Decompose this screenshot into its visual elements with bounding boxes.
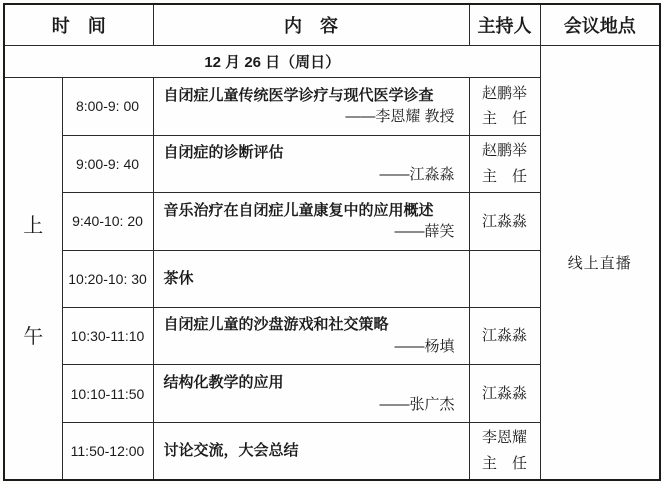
host-name: 赵鹏举	[481, 84, 527, 102]
header-location: 会议地点	[540, 4, 660, 45]
period-cell	[4, 78, 62, 480]
row-time: 10:20-10: 30	[62, 250, 153, 307]
row-content	[153, 365, 469, 422]
speaker-name: ——杨填	[394, 338, 455, 356]
table-header-row	[4, 4, 660, 45]
speaker-name: ——江淼淼	[379, 165, 455, 183]
row-time: 9:00-9: 40	[62, 135, 153, 192]
speaker-name: ——薛笑	[394, 223, 455, 241]
row-host	[469, 193, 540, 250]
header-host: 主持人	[469, 4, 540, 45]
header-time: 时 间	[4, 4, 153, 45]
host-title: 主 任	[481, 110, 527, 128]
session-title: 茶休	[163, 269, 194, 287]
date-label: 12 月 26 日（周日）	[4, 45, 540, 77]
row-time: 10:10-11:50	[62, 365, 153, 422]
header-content: 内 容	[153, 4, 469, 45]
session-title: 讨论交流，大会总结	[163, 442, 299, 460]
session-title: 自闭症儿童的沙盘游戏和社交策略	[163, 316, 389, 334]
row-content	[153, 78, 469, 135]
row-content	[153, 307, 469, 364]
host-title: 主 任	[481, 454, 527, 472]
host-name: 李恩耀	[481, 429, 527, 447]
host-name: 江淼淼	[481, 384, 527, 402]
host-title: 主 任	[481, 167, 527, 185]
host-name: 赵鹏举	[481, 142, 527, 160]
session-title: 自闭症的诊断评估	[163, 144, 284, 162]
session-title: 音乐治疗在自闭症儿童康复中的应用概述	[163, 201, 434, 219]
location-cell	[540, 45, 660, 480]
period-label-top: 上	[23, 214, 44, 237]
host-name: 江淼淼	[481, 327, 527, 345]
session-title: 自闭症儿童传统医学诊疗与现代医学诊查	[163, 86, 434, 104]
row-time: 11:50-12:00	[62, 422, 153, 480]
row-time: 9:40-10: 20	[62, 193, 153, 250]
row-host	[469, 250, 540, 307]
row-content	[153, 193, 469, 250]
speaker-name: ——李恩耀 教授	[345, 108, 455, 126]
row-host	[469, 135, 540, 192]
session-title: 结构化教学的应用	[163, 373, 284, 391]
row-host	[469, 422, 540, 480]
row-content	[153, 135, 469, 192]
date-row	[4, 45, 660, 77]
row-time: 8:00-9: 00	[62, 78, 153, 135]
period-label-bottom: 午	[23, 325, 44, 348]
row-host	[469, 78, 540, 135]
row-content	[153, 250, 469, 307]
row-host	[469, 307, 540, 364]
row-content	[153, 422, 469, 480]
schedule-table	[3, 3, 661, 481]
row-host	[469, 365, 540, 422]
speaker-name: ——张广杰	[379, 395, 455, 413]
location-label: 线上直播	[567, 254, 632, 272]
row-time: 10:30-11:10	[62, 307, 153, 364]
host-name: 江淼淼	[481, 212, 527, 230]
